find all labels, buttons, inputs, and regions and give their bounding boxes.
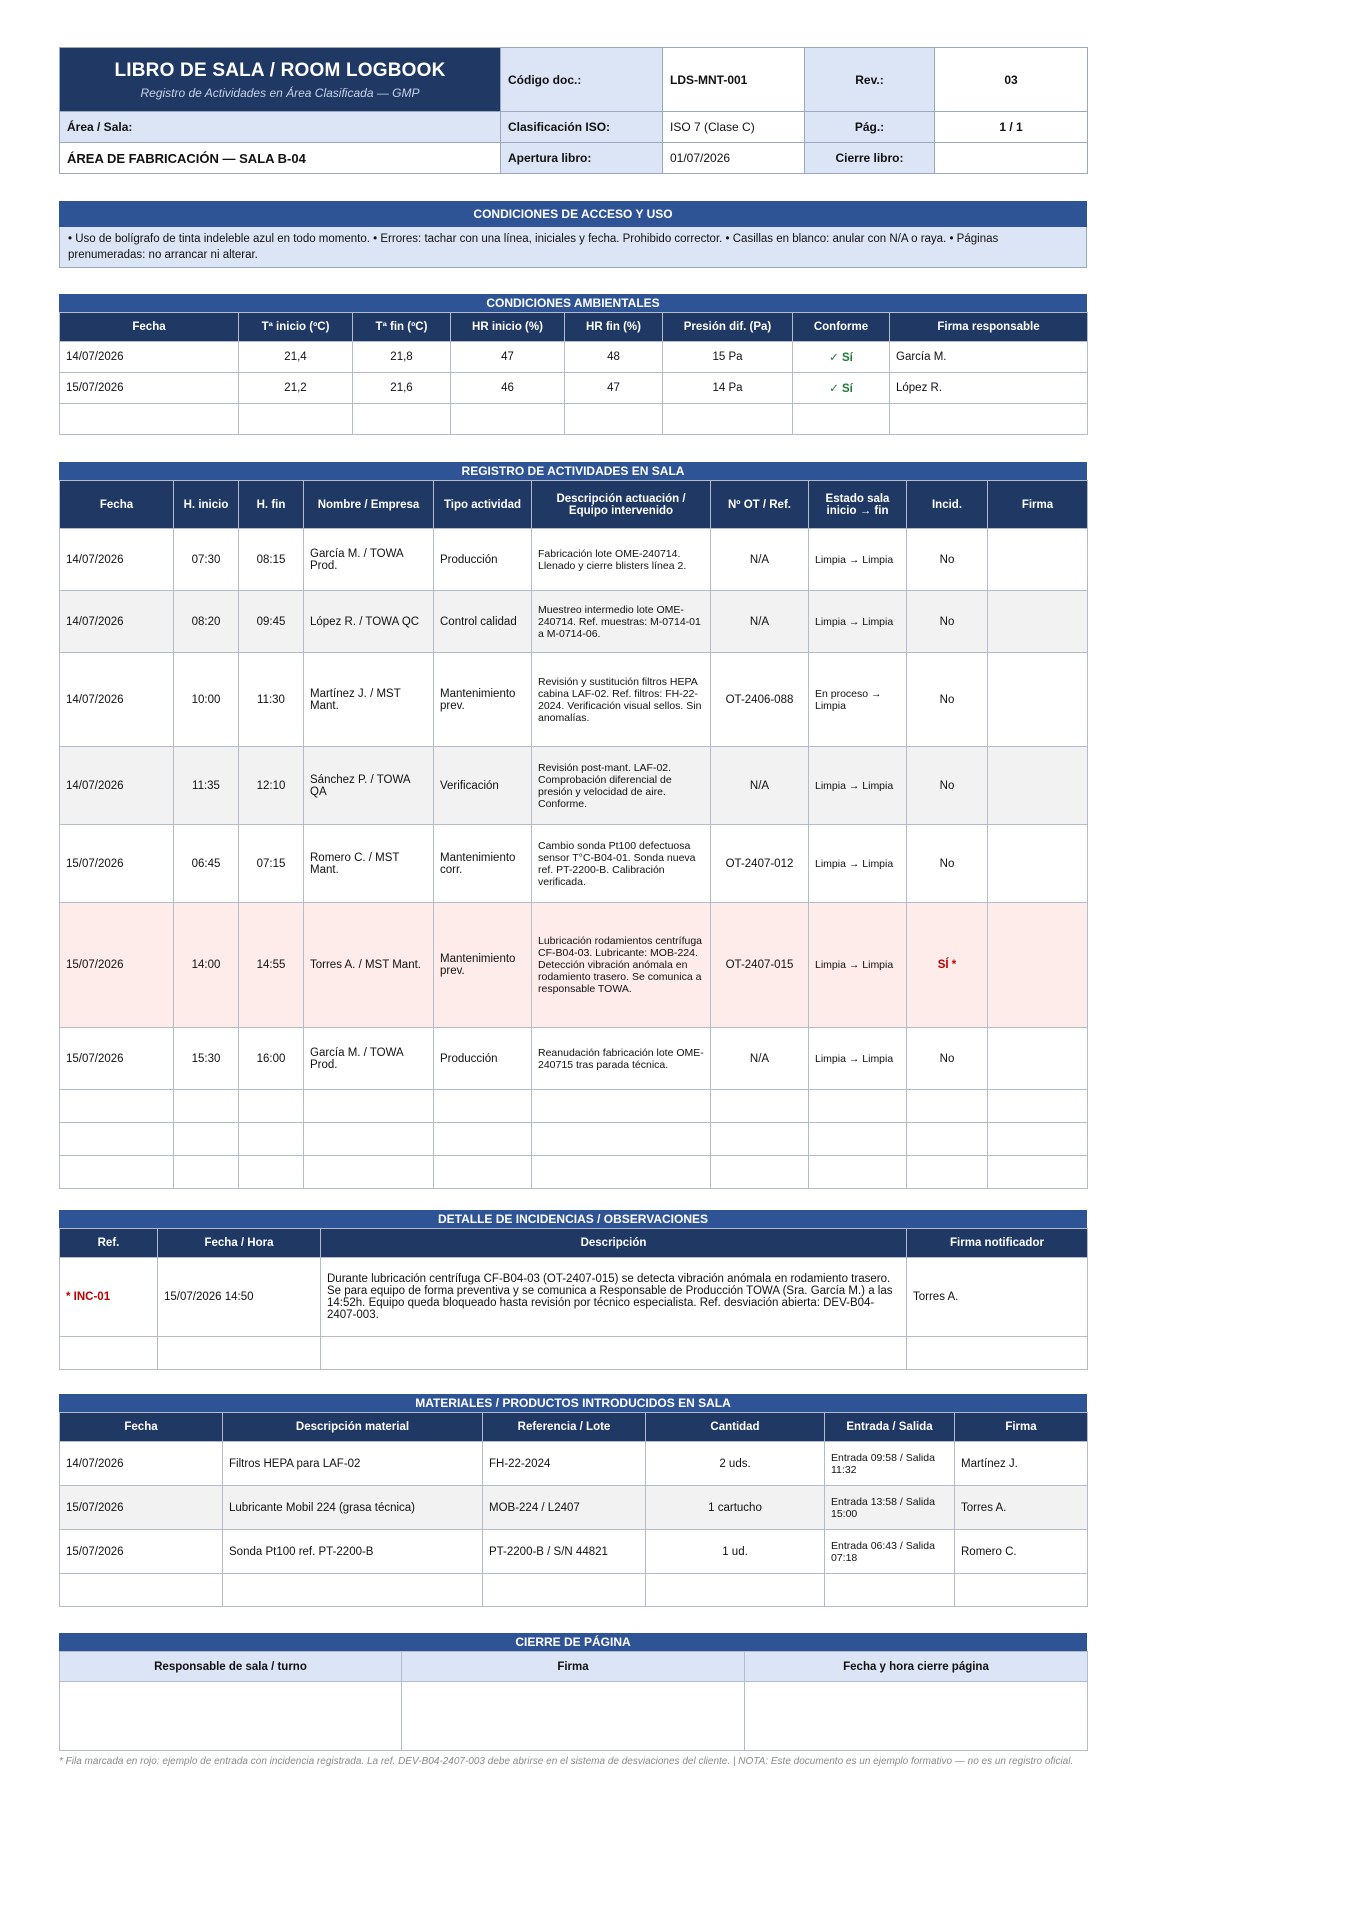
env-cell-5: 14 Pa (663, 373, 793, 404)
activities-cell-6[interactable] (711, 1090, 809, 1123)
activities-cell-1[interactable] (174, 1156, 239, 1189)
env-row (60, 404, 1088, 435)
materials-cell-3[interactable] (646, 1574, 825, 1607)
materials-cell-4: Entrada 06:43 / Salida 07:18 (825, 1530, 955, 1574)
activities-row (60, 747, 1088, 825)
materials-section (59, 1394, 1087, 1607)
activities-row (60, 1090, 1088, 1123)
activities-cell-1: 06:45 (174, 825, 239, 903)
env-cell-1[interactable] (239, 404, 353, 435)
closing-header-0: Responsable de sala / turno (60, 1652, 402, 1682)
env-header-3: HR inicio (%) (451, 313, 565, 342)
materials-cell-0[interactable] (60, 1574, 223, 1607)
activities-cell-2: 14:55 (239, 903, 304, 1028)
env-cell-2: 21,8 (353, 342, 451, 373)
env-cell-7: López R. (890, 373, 1088, 404)
activities-cell-3[interactable] (304, 1090, 434, 1123)
close-date-label: Cierre libro: (805, 143, 935, 174)
activities-cell-7[interactable] (809, 1123, 907, 1156)
env-cell-4: 47 (565, 373, 663, 404)
activities-section (59, 462, 1087, 1189)
env-cell-1: 21,2 (239, 373, 353, 404)
doc-code-label: Código doc.: (501, 48, 663, 112)
activities-cell-5[interactable] (532, 1090, 711, 1123)
env-header-0: Fecha (60, 313, 239, 342)
materials-cell-5: Martínez J. (955, 1442, 1088, 1486)
iso-label: Clasificación ISO: (501, 112, 663, 143)
activities-cell-8: No (907, 747, 988, 825)
materials-table (59, 1412, 1088, 1607)
closing-signature-cell[interactable] (402, 1682, 745, 1751)
activities-cell-8: SÍ * (907, 903, 988, 1028)
incidents-header-0: Ref. (60, 1229, 158, 1258)
env-cell-7: García M. (890, 342, 1088, 373)
incidents-table (59, 1228, 1088, 1370)
activities-cell-8[interactable] (907, 1123, 988, 1156)
env-header-6: Conforme (793, 313, 890, 342)
activities-cell-5: Revisión y sustitución filtros HEPA cabina LAF-02. Ref. filtros: FH-22-2024. Verificación visual sellos. Sin anomalías. (532, 653, 711, 747)
activities-cell-8: No (907, 529, 988, 591)
env-cell-3: 46 (451, 373, 565, 404)
closing-section (59, 1633, 1087, 1751)
activities-cell-9[interactable] (988, 747, 1088, 825)
env-header-7: Firma responsable (890, 313, 1088, 342)
incidents-cell-0: * INC-01 (60, 1258, 158, 1337)
footnote: * Fila marcada en rojo: ejemplo de entrada con incidencia registrada. La ref. DEV-B04-2407-003 debe abrirse en el sistema de desviaciones del cliente. | NOTA: Este documento es un ejemplo formativo — no es un registro oficial. (59, 1756, 1074, 1767)
activities-cell-8[interactable] (907, 1156, 988, 1189)
activities-cell-9[interactable] (988, 1156, 1088, 1189)
activities-cell-9[interactable] (988, 1028, 1088, 1090)
activities-cell-6[interactable] (711, 1156, 809, 1189)
activities-cell-3: Romero C. / MST Mant. (304, 825, 434, 903)
materials-cell-2[interactable] (483, 1574, 646, 1607)
activities-header-6: Nº OT / Ref. (711, 481, 809, 529)
activities-row (60, 1123, 1088, 1156)
activities-cell-0[interactable] (60, 1156, 174, 1189)
activities-cell-1: 11:35 (174, 747, 239, 825)
incidents-cell-1[interactable] (158, 1337, 321, 1370)
activities-cell-3: López R. / TOWA QC (304, 591, 434, 653)
activities-cell-4: Mantenimiento prev. (434, 653, 532, 747)
activities-cell-7[interactable] (809, 1156, 907, 1189)
env-cell-6: ✓ Sí (793, 342, 890, 373)
materials-cell-1: Filtros HEPA para LAF-02 (223, 1442, 483, 1486)
materials-cell-0: 15/07/2026 (60, 1486, 223, 1530)
activities-cell-8: No (907, 1028, 988, 1090)
activities-table (59, 480, 1088, 1189)
materials-cell-1[interactable] (223, 1574, 483, 1607)
activities-cell-8: No (907, 591, 988, 653)
materials-title: MATERIALES / PRODUCTOS INTRODUCIDOS EN SALA (59, 1394, 1087, 1412)
activities-cell-1: 10:00 (174, 653, 239, 747)
activities-cell-5: Lubricación rodamientos centrífuga CF-B04-03. Lubricante: MOB-224. Detección vibración anómala en rodamiento trasero. Se comunica a responsable TOWA. (532, 903, 711, 1028)
materials-cell-4: Entrada 13:58 / Salida 15:00 (825, 1486, 955, 1530)
activities-cell-9[interactable] (988, 591, 1088, 653)
closing-table (59, 1651, 1088, 1751)
env-cell-3: 47 (451, 342, 565, 373)
access-conditions-text: • Uso de bolígrafo de tinta indeleble azul en todo momento. • Errores: tachar con una línea, iniciales y fecha. Prohibido corrector. • Casillas en blanco: anular con N/A o raya. • Páginas prenumeradas: no arrancar ni alterar. (59, 227, 1087, 268)
materials-header-3: Cantidad (646, 1413, 825, 1442)
activities-cell-4: Mantenimiento corr. (434, 825, 532, 903)
activities-cell-1[interactable] (174, 1090, 239, 1123)
document-subtitle: Registro de Actividades en Área Clasificada — GMP (140, 85, 420, 100)
activities-cell-3: Martínez J. / MST Mant. (304, 653, 434, 747)
activities-cell-7: En proceso → Limpia (809, 653, 907, 747)
incidents-cell-0[interactable] (60, 1337, 158, 1370)
activities-header-4: Tipo actividad (434, 481, 532, 529)
incidents-section (59, 1210, 1087, 1370)
activities-row (60, 1156, 1088, 1189)
activities-cell-2: 08:15 (239, 529, 304, 591)
materials-cell-4: Entrada 09:58 / Salida 11:32 (825, 1442, 955, 1486)
activities-header-8: Incid. (907, 481, 988, 529)
env-cell-1: 21,4 (239, 342, 353, 373)
incidents-header-1: Fecha / Hora (158, 1229, 321, 1258)
activities-cell-6: OT-2407-015 (711, 903, 809, 1028)
materials-header-5: Firma (955, 1413, 1088, 1442)
activities-row (60, 1028, 1088, 1090)
activities-cell-4[interactable] (434, 1156, 532, 1189)
activities-cell-2[interactable] (239, 1156, 304, 1189)
activities-cell-4[interactable] (434, 1123, 532, 1156)
rev-value: 03 (935, 48, 1088, 112)
env-cell-0: 14/07/2026 (60, 342, 239, 373)
env-cell-0: 15/07/2026 (60, 373, 239, 404)
incidents-cell-2[interactable] (321, 1337, 907, 1370)
page-value: 1 / 1 (935, 112, 1088, 143)
incidents-cell-2: Durante lubricación centrífuga CF-B04-03 (OT-2407-015) se detecta vibración anómala en rodamiento trasero. Se para equipo de forma preventiva y se comunica a Responsable de Producción TOWA (Sra. García M.) a las 14:52h. Equipo queda bloqueado hasta revisión por técnico especialista. Ref. desviación abierta: DEV-B04-2407-003. (321, 1258, 907, 1337)
env-cell-2: 21,6 (353, 373, 451, 404)
closing-datetime-cell[interactable] (745, 1682, 1088, 1751)
activities-cell-7: Limpia → Limpia (809, 591, 907, 653)
activities-header-5: Descripción actuación / Equipo intervenido (532, 481, 711, 529)
activities-cell-2: 11:30 (239, 653, 304, 747)
activities-cell-5: Fabricación lote OME-240714. Llenado y cierre blisters línea 2. (532, 529, 711, 591)
env-cell-3[interactable] (451, 404, 565, 435)
materials-row (60, 1574, 1088, 1607)
closing-title: CIERRE DE PÁGINA (59, 1633, 1087, 1651)
access-conditions-section (59, 201, 1087, 268)
env-cell-4: 48 (565, 342, 663, 373)
activities-cell-6: N/A (711, 591, 809, 653)
materials-cell-0: 15/07/2026 (60, 1530, 223, 1574)
env-cell-7[interactable] (890, 404, 1088, 435)
materials-cell-3: 1 cartucho (646, 1486, 825, 1530)
activities-cell-0: 15/07/2026 (60, 903, 174, 1028)
activities-cell-0[interactable] (60, 1123, 174, 1156)
open-date-value: 01/07/2026 (663, 143, 805, 174)
closing-header-2: Fecha y hora cierre página (745, 1652, 1088, 1682)
activities-cell-6: N/A (711, 747, 809, 825)
activities-cell-4: Mantenimiento prev. (434, 903, 532, 1028)
activities-cell-7: Limpia → Limpia (809, 747, 907, 825)
incidents-cell-3: Torres A. (907, 1258, 1088, 1337)
activities-cell-6: OT-2407-012 (711, 825, 809, 903)
materials-cell-5: Torres A. (955, 1486, 1088, 1530)
activities-cell-9[interactable] (988, 1090, 1088, 1123)
area-label: Área / Sala: (60, 112, 501, 143)
activities-cell-4: Verificación (434, 747, 532, 825)
env-cell-0[interactable] (60, 404, 239, 435)
activities-row (60, 591, 1088, 653)
iso-value: ISO 7 (Clase C) (663, 112, 805, 143)
activities-cell-3[interactable] (304, 1123, 434, 1156)
activities-row (60, 653, 1088, 747)
closing-header-1: Firma (402, 1652, 745, 1682)
activities-cell-9[interactable] (988, 1123, 1088, 1156)
activities-header-1: H. inicio (174, 481, 239, 529)
activities-header-0: Fecha (60, 481, 174, 529)
activities-cell-1: 08:20 (174, 591, 239, 653)
area-value: ÁREA DE FABRICACIÓN — SALA B-04 (60, 143, 501, 174)
activities-cell-8[interactable] (907, 1090, 988, 1123)
activities-cell-1: 07:30 (174, 529, 239, 591)
env-cell-5: 15 Pa (663, 342, 793, 373)
materials-cell-1: Lubricante Mobil 224 (grasa técnica) (223, 1486, 483, 1530)
activities-cell-1: 15:30 (174, 1028, 239, 1090)
environment-section (59, 294, 1087, 435)
env-header-5: Presión dif. (Pa) (663, 313, 793, 342)
activities-cell-3[interactable] (304, 1156, 434, 1189)
document-header (59, 47, 1088, 174)
activities-cell-7: Limpia → Limpia (809, 903, 907, 1028)
document-title: LIBRO DE SALA / ROOM LOGBOOK (114, 59, 446, 81)
env-row (60, 373, 1088, 404)
activities-cell-5: Cambio sonda Pt100 defectuosa sensor T°C-B04-01. Sonda nueva ref. PT-2200-B. Calibración verificada. (532, 825, 711, 903)
activities-cell-0: 15/07/2026 (60, 825, 174, 903)
materials-row (60, 1486, 1088, 1530)
materials-cell-4[interactable] (825, 1574, 955, 1607)
env-header-4: HR fin (%) (565, 313, 663, 342)
materials-header-2: Referencia / Lote (483, 1413, 646, 1442)
activities-cell-7: Limpia → Limpia (809, 1028, 907, 1090)
materials-cell-2: FH-22-2024 (483, 1442, 646, 1486)
materials-cell-2: PT-2200-B / S/N 44821 (483, 1530, 646, 1574)
activities-header-7: Estado sala inicio → fin (809, 481, 907, 529)
activities-cell-7: Limpia → Limpia (809, 529, 907, 591)
activities-cell-1: 14:00 (174, 903, 239, 1028)
activities-cell-2: 09:45 (239, 591, 304, 653)
activities-cell-0: 14/07/2026 (60, 653, 174, 747)
doc-code-value: LDS-MNT-001 (663, 48, 805, 112)
activities-cell-6: OT-2406-088 (711, 653, 809, 747)
materials-cell-0: 14/07/2026 (60, 1442, 223, 1486)
env-header-1: Tª inicio (ºC) (239, 313, 353, 342)
activities-cell-2: 12:10 (239, 747, 304, 825)
activities-cell-2[interactable] (239, 1090, 304, 1123)
environment-table (59, 312, 1088, 435)
activities-cell-2: 07:15 (239, 825, 304, 903)
activities-cell-3: García M. / TOWA Prod. (304, 529, 434, 591)
activities-cell-0: 14/07/2026 (60, 591, 174, 653)
activities-cell-6: N/A (711, 1028, 809, 1090)
materials-cell-2: MOB-224 / L2407 (483, 1486, 646, 1530)
activities-cell-6: N/A (711, 529, 809, 591)
activities-cell-2[interactable] (239, 1123, 304, 1156)
incidents-row (60, 1258, 1088, 1337)
env-cell-4[interactable] (565, 404, 663, 435)
activities-cell-5: Muestreo intermedio lote OME-240714. Ref. muestras: M-0714-01 a M-0714-06. (532, 591, 711, 653)
activities-cell-9[interactable] (988, 825, 1088, 903)
incidents-header-3: Firma notificador (907, 1229, 1088, 1258)
access-conditions-title: CONDICIONES DE ACCESO Y USO (59, 201, 1087, 227)
activities-header-9: Firma (988, 481, 1088, 529)
materials-row (60, 1530, 1088, 1574)
activities-cell-7: Limpia → Limpia (809, 825, 907, 903)
materials-cell-3: 1 ud. (646, 1530, 825, 1574)
activities-cell-9[interactable] (988, 653, 1088, 747)
activities-cell-4: Control calidad (434, 591, 532, 653)
activities-cell-9[interactable] (988, 903, 1088, 1028)
materials-row (60, 1442, 1088, 1486)
activities-cell-4[interactable] (434, 1090, 532, 1123)
activities-cell-5[interactable] (532, 1123, 711, 1156)
activities-row (60, 903, 1088, 1028)
activities-cell-8: No (907, 825, 988, 903)
environment-title: CONDICIONES AMBIENTALES (59, 294, 1087, 312)
env-header-2: Tª fin (ºC) (353, 313, 451, 342)
page-label: Pág.: (805, 112, 935, 143)
activities-cell-4: Producción (434, 1028, 532, 1090)
activities-cell-3: Sánchez P. / TOWA QA (304, 747, 434, 825)
materials-cell-5[interactable] (955, 1574, 1088, 1607)
materials-header-0: Fecha (60, 1413, 223, 1442)
materials-cell-3: 2 uds. (646, 1442, 825, 1486)
rev-label: Rev.: (805, 48, 935, 112)
materials-header-1: Descripción material (223, 1413, 483, 1442)
activities-cell-5: Revisión post-mant. LAF-02. Comprobación diferencial de presión y velocidad de aire. Conforme. (532, 747, 711, 825)
activities-cell-9[interactable] (988, 529, 1088, 591)
activities-cell-1[interactable] (174, 1123, 239, 1156)
env-cell-2[interactable] (353, 404, 451, 435)
activities-cell-6[interactable] (711, 1123, 809, 1156)
activities-cell-0: 14/07/2026 (60, 747, 174, 825)
env-cell-6: ✓ Sí (793, 373, 890, 404)
close-date-value (935, 143, 1088, 174)
env-cell-5[interactable] (663, 404, 793, 435)
env-cell-6[interactable] (793, 404, 890, 435)
activities-header-2: H. fin (239, 481, 304, 529)
open-date-label: Apertura libro: (501, 143, 663, 174)
activities-row (60, 529, 1088, 591)
activities-cell-8: No (907, 653, 988, 747)
activities-cell-0: 14/07/2026 (60, 529, 174, 591)
activities-cell-7[interactable] (809, 1090, 907, 1123)
activities-title: REGISTRO DE ACTIVIDADES EN SALA (59, 462, 1087, 480)
materials-cell-5: Romero C. (955, 1530, 1088, 1574)
activities-cell-2: 16:00 (239, 1028, 304, 1090)
env-row (60, 342, 1088, 373)
materials-cell-1: Sonda Pt100 ref. PT-2200-B (223, 1530, 483, 1574)
incidents-title: DETALLE DE INCIDENCIAS / OBSERVACIONES (59, 1210, 1087, 1228)
incidents-row (60, 1337, 1088, 1370)
activities-header-3: Nombre / Empresa (304, 481, 434, 529)
activities-cell-0: 15/07/2026 (60, 1028, 174, 1090)
incidents-cell-1: 15/07/2026 14:50 (158, 1258, 321, 1337)
incidents-header-2: Descripción (321, 1229, 907, 1258)
activities-row (60, 825, 1088, 903)
activities-cell-3: García M. / TOWA Prod. (304, 1028, 434, 1090)
incidents-cell-3[interactable] (907, 1337, 1088, 1370)
activities-cell-5: Reanudación fabricación lote OME-240715 tras parada técnica. (532, 1028, 711, 1090)
header-title-block (60, 48, 501, 112)
activities-cell-4: Producción (434, 529, 532, 591)
closing-responsible-cell[interactable] (60, 1682, 402, 1751)
activities-cell-5[interactable] (532, 1156, 711, 1189)
activities-cell-0[interactable] (60, 1090, 174, 1123)
materials-header-4: Entrada / Salida (825, 1413, 955, 1442)
activities-cell-3: Torres A. / MST Mant. (304, 903, 434, 1028)
